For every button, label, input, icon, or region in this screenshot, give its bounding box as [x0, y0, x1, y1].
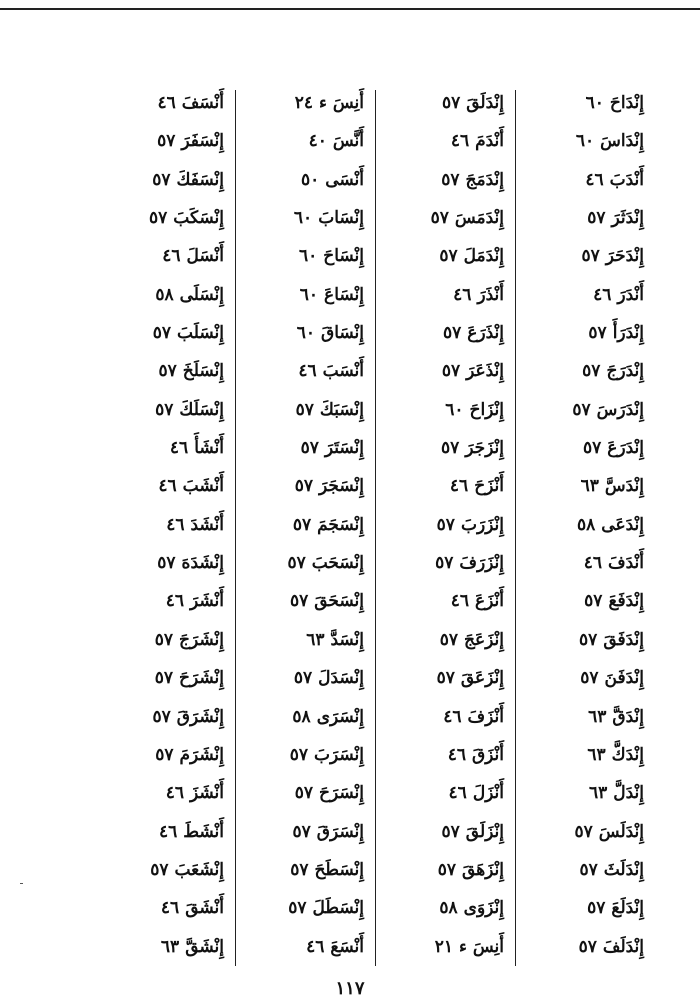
entry-page-ref: ٤٦ [447, 744, 466, 765]
entry-word: إِنْسَرَى [316, 706, 364, 727]
index-entry [516, 467, 656, 505]
entry-word: إِنْدَسَّ [604, 476, 644, 497]
index-entry [516, 813, 656, 851]
entry-page-ref: ٥٧ [154, 629, 174, 650]
entry-word: إِنْسَبَكَ [319, 399, 364, 420]
index-entry [96, 429, 236, 467]
index-entry [376, 352, 516, 390]
index-column-1 [516, 84, 656, 966]
entry-page-ref: ٤٦ [448, 783, 467, 804]
index-entry [236, 237, 376, 275]
entry-page-ref: ٥٧ [579, 629, 598, 650]
entry-word: إِنْسَلَخَ [182, 361, 224, 382]
index-entry [96, 774, 236, 812]
index-entry [376, 582, 516, 620]
entry-page-ref: ٦٣ [587, 744, 606, 765]
entry-page-ref: ٥٧ [582, 361, 601, 382]
entry-page-ref: ٥٧ [443, 323, 462, 344]
index-entry [96, 736, 236, 774]
index-column-4 [96, 84, 236, 966]
entry-word: أَنْشَطَ [183, 821, 224, 842]
entry-word: أَنْدَبَ [609, 169, 644, 190]
entry-word: أَنْسَى [325, 169, 364, 190]
index-entry [236, 122, 376, 160]
entry-page-ref: ٥٨ [577, 514, 596, 535]
entry-page-ref: ٤٦ [157, 93, 176, 113]
entry-word: إِنْسَرَبَ [313, 744, 364, 765]
index-entry [236, 84, 376, 122]
entry-page-ref: ٥٧ [292, 514, 312, 535]
entry-page-ref: ٥٨ [439, 898, 458, 919]
entry-word: إِنْشَعَبَ [174, 859, 224, 880]
index-entry [236, 506, 376, 544]
entry-page-ref: ٥٧ [439, 246, 458, 267]
index-entry [236, 429, 376, 467]
entry-word: إِنْدَحَرَ [605, 246, 644, 267]
entry-word: إِنْسَدَّ [330, 629, 364, 650]
entry-page-ref: ٥٧ [579, 859, 598, 880]
entry-page-ref: ٥٧ [154, 668, 174, 689]
index-entry [96, 851, 236, 889]
entry-page-ref: ٦٣ [580, 476, 599, 497]
scan-speck [20, 883, 23, 884]
index-entry [376, 391, 516, 429]
entry-word: إِنْشَقَّ [185, 936, 224, 957]
index-entry [376, 736, 516, 774]
entry-page-ref: ٥٧ [290, 859, 309, 880]
index-entry [236, 774, 376, 812]
index-entry [96, 659, 236, 697]
entry-page-ref: ٦٠ [575, 131, 595, 152]
entry-page-ref: ٥٧ [435, 553, 454, 574]
index-entry [96, 199, 236, 237]
index-table [96, 84, 656, 966]
index-entry [376, 813, 516, 851]
index-entry [96, 314, 236, 352]
index-entry [376, 774, 516, 812]
index-entry [516, 659, 656, 697]
entry-word: أَنْذَرَ [477, 284, 504, 305]
entry-word: إِنْشَرَمَ [179, 744, 224, 765]
index-entry [236, 352, 376, 390]
index-entry [376, 851, 516, 889]
entry-page-ref: ٥٧ [580, 668, 599, 689]
entry-word: إِنْزَعَقَ [460, 668, 504, 689]
index-entry [516, 276, 656, 314]
entry-word: إِنْسَكَبَ [173, 208, 224, 229]
entry-word: إِنْذَرَعَ [467, 323, 504, 344]
entry-word: إِنْدَرَعَ [607, 438, 644, 459]
index-entry [96, 84, 236, 122]
entry-page-ref: ٥٨ [292, 706, 311, 727]
entry-page-ref: ٤٠ [308, 131, 327, 152]
entry-word: إِنْشَدَهَ [181, 553, 224, 574]
entry-word: أَنْزَحَ [474, 476, 504, 497]
index-entry [516, 736, 656, 774]
entry-page-ref: ٤٦ [158, 476, 177, 497]
entry-page-ref: ٥٧ [157, 131, 176, 152]
entry-word: إِنْدَمَلَ [463, 246, 504, 267]
entry-word: إِنْدَلَسَ [598, 821, 644, 842]
index-entry [96, 276, 236, 314]
entry-page-ref: ٥٧ [584, 591, 603, 612]
entry-page-ref: ٥٧ [149, 208, 168, 229]
index-entry [516, 582, 656, 620]
index-entry [96, 506, 236, 544]
entry-word: أَنْشَبَ [182, 476, 224, 497]
entry-page-ref: ٥٧ [437, 859, 457, 880]
entry-word: إِنْزَلَقَ [465, 821, 504, 842]
entry-word: إِنْزَعَجَ [464, 629, 504, 650]
entry-word: إِنْدَفَعَ [608, 591, 644, 612]
entry-word: أَنِسَ ء [458, 936, 504, 957]
entry-page-ref: ٥٧ [441, 438, 460, 459]
index-entry [236, 582, 376, 620]
entry-word: إِنْدَلَّ [613, 783, 644, 804]
entry-word: إِنْسَحَبَ [311, 553, 364, 574]
index-entry [96, 621, 236, 659]
entry-page-ref: ٥٧ [150, 859, 169, 880]
entry-word: إِنْسَجَرَ [319, 476, 364, 497]
entry-word: إِنْشَرَحَ [179, 668, 224, 689]
entry-word: أَنْدَفَ [607, 553, 644, 574]
index-entry [236, 928, 376, 966]
entry-word: إِنْدَاحَ [609, 93, 644, 113]
entry-word: إِنْسَلَكَ [179, 399, 224, 420]
index-entry [96, 352, 236, 390]
index-entry [516, 506, 656, 544]
index-entry [516, 122, 656, 160]
entry-word: أَنْسَبَ [322, 361, 364, 382]
index-entry [516, 314, 656, 352]
index-entry [376, 659, 516, 697]
entry-word: أَنْدَمَ [475, 131, 504, 152]
entry-word: إِنْدَقَّ [612, 706, 644, 727]
entry-word: إِنْدَلَعَ [611, 898, 644, 919]
entry-page-ref: ٥٧ [152, 706, 171, 727]
entry-word: إِنْسَطَحَ [314, 859, 364, 880]
entry-page-ref: ٤٦ [165, 591, 184, 612]
entry-page-ref: ٦٠ [296, 323, 315, 344]
entry-word: إِنْسَلَبَ [177, 323, 224, 344]
entry-page-ref: ٥٧ [436, 514, 455, 535]
entry-page-ref: ٥٧ [441, 93, 461, 113]
index-entry [236, 314, 376, 352]
entry-page-ref: ٥٧ [574, 821, 593, 842]
index-entry [516, 352, 656, 390]
index-entry [376, 161, 516, 199]
entry-word: إِنْسَاعَ [324, 284, 364, 305]
entry-page-ref: ٥٨ [155, 284, 174, 305]
index-column-3 [236, 84, 376, 966]
entry-page-ref: ٥٧ [441, 361, 461, 382]
index-entry [96, 813, 236, 851]
entry-page-ref: ٥٧ [300, 438, 319, 459]
entry-word: إِنْدَثَرَ [611, 208, 644, 229]
entry-page-ref: ٦٠ [299, 284, 319, 305]
index-entry [376, 122, 516, 160]
entry-page-ref: ٤٦ [298, 361, 317, 382]
entry-word: إِنْسَطَلَ [312, 898, 364, 919]
index-entry [96, 391, 236, 429]
entry-word: أَنْزَقَ [471, 744, 504, 765]
index-entry [516, 237, 656, 275]
entry-page-ref: ٤٦ [306, 936, 325, 957]
entry-word: إِنْسَدَلَ [318, 668, 364, 689]
entry-page-ref: ٥٧ [439, 629, 459, 650]
entry-page-ref: ٤٦ [158, 821, 178, 842]
index-entry [516, 851, 656, 889]
entry-word: إِنْسَفَكَ [176, 169, 224, 190]
entry-word: إِنْسَحَقَ [314, 591, 364, 612]
index-entry [236, 851, 376, 889]
index-entry [236, 467, 376, 505]
entry-page-ref: ٤٦ [583, 553, 602, 574]
index-entry [376, 506, 516, 544]
index-entry [376, 621, 516, 659]
entry-page-ref: ٥٧ [155, 744, 174, 765]
index-entry [236, 199, 376, 237]
index-entry [516, 889, 656, 927]
entry-page-ref: ٥٧ [441, 821, 460, 842]
entry-page-ref: ٦٠ [298, 246, 318, 267]
entry-page-ref: ٢١ [434, 936, 453, 957]
entry-page-ref: ٥٠ [300, 169, 320, 190]
entry-word: إِنْدَعَى [601, 514, 644, 535]
entry-page-ref: ٥٧ [294, 476, 314, 497]
entry-word: إِنْدَلَقَ [466, 93, 504, 113]
top-rule [0, 8, 700, 10]
entry-word: أَنْزَعَ [475, 591, 504, 612]
entry-word: إِنْدَلَثَ [603, 859, 644, 880]
entry-word: أَنْشَدَ [190, 514, 224, 535]
index-column-2 [376, 84, 516, 966]
entry-word: إِنْذَعَرَ [466, 361, 504, 382]
entry-page-ref: ٥٧ [292, 821, 311, 842]
entry-page-ref: ٥٧ [157, 553, 176, 574]
entry-page-ref: ٦٣ [588, 706, 607, 727]
index-entry [96, 889, 236, 927]
entry-word: أَنْسَلَ [186, 246, 224, 267]
entry-page-ref: ٥٧ [572, 399, 591, 420]
entry-page-ref: ٦٣ [160, 936, 180, 957]
index-entry [516, 391, 656, 429]
entry-word: إِنْسَاحَ [323, 246, 364, 267]
entry-word: إِنْدَرَجَ [606, 361, 644, 382]
index-entry [516, 161, 656, 199]
entry-page-ref: ٦٠ [585, 93, 604, 113]
entry-word: إِنْسَابَ [318, 208, 364, 229]
entry-page-ref: ٥٧ [295, 399, 314, 420]
entry-page-ref: ٥٧ [152, 169, 171, 190]
index-entry [96, 467, 236, 505]
entry-word: أَنْزَلَ [472, 783, 504, 804]
entry-word: إِنْسَتَرَ [324, 438, 364, 459]
entry-word: إِنْدَفَنَ [604, 668, 644, 689]
entry-word: إِنْدَكَّ [611, 744, 644, 765]
entry-word: أَنَّسَ [332, 131, 364, 152]
page-number: ١١٧ [335, 978, 365, 999]
entry-word: أَنْدَرَ [617, 284, 644, 305]
entry-page-ref: ٤٦ [160, 898, 180, 919]
index-entry [516, 199, 656, 237]
entry-page-ref: ٦٣ [589, 783, 608, 804]
entry-page-ref: ٦٠ [445, 399, 464, 420]
entry-page-ref: ٥٧ [288, 898, 307, 919]
index-entry [376, 544, 516, 582]
entry-page-ref: ٥٧ [430, 208, 449, 229]
index-entry [516, 774, 656, 812]
entry-page-ref: ٥٧ [581, 246, 600, 267]
entry-page-ref: ٥٧ [289, 744, 308, 765]
index-entry [516, 928, 656, 966]
entry-page-ref: ٤٦ [449, 476, 469, 497]
entry-word: إِنْدَاسَ [600, 131, 644, 152]
index-entry [236, 621, 376, 659]
index-entry [96, 237, 236, 275]
index-entry [376, 429, 516, 467]
entry-word: إِنْسَفَرَ [181, 131, 224, 152]
index-entry [376, 276, 516, 314]
index-entry [236, 736, 376, 774]
index-entry [96, 122, 236, 160]
entry-word: إِنْدَرَأَ [612, 323, 644, 344]
entry-page-ref: ٦٠ [293, 208, 313, 229]
entry-page-ref: ٥٧ [441, 169, 460, 190]
entry-word: إِنْزَجَرَ [465, 438, 504, 459]
index-entry [516, 544, 656, 582]
entry-word: أَنْشَقَ [185, 898, 224, 919]
entry-page-ref: ٦٣ [306, 629, 325, 650]
index-entry [516, 621, 656, 659]
entry-word: إِنْزَرَفَ [459, 553, 504, 574]
entry-word: إِنْدَلَفَ [602, 936, 644, 957]
entry-page-ref: ٢٤ [294, 93, 313, 113]
entry-page-ref: ٤٦ [169, 438, 189, 459]
index-entry [236, 544, 376, 582]
entry-word: إِنْدَفَقَ [603, 629, 644, 650]
index-entry [376, 84, 516, 122]
index-entry [376, 314, 516, 352]
index-entry [516, 698, 656, 736]
index-entry [376, 889, 516, 927]
entry-word: إِنْزَاحَ [469, 399, 504, 420]
entry-word: إِنْسَجَمَ [317, 514, 364, 535]
entry-page-ref: ٥٧ [155, 399, 174, 420]
index-entry [236, 698, 376, 736]
entry-word: إِنْدَمَسَ [454, 208, 504, 229]
entry-word: أَنْشَرَ [190, 591, 224, 612]
entry-page-ref: ٥٧ [152, 323, 172, 344]
entry-page-ref: ٥٧ [294, 783, 314, 804]
entry-page-ref: ٤٦ [450, 591, 470, 612]
index-entry [96, 582, 236, 620]
entry-word: إِنْسَرَقَ [316, 821, 364, 842]
entry-word: إِنْسَلَى [179, 284, 224, 305]
entry-word: إِنْسَاقَ [321, 323, 364, 344]
entry-page-ref: ٥٧ [436, 668, 455, 689]
entry-page-ref: ٤٦ [585, 169, 604, 190]
entry-page-ref: ٥٧ [287, 553, 306, 574]
entry-word: إِنْسَرَحَ [319, 783, 364, 804]
index-entry [96, 698, 236, 736]
entry-word: إِنْزَوَى [463, 898, 504, 919]
index-entry [236, 889, 376, 927]
index-entry [376, 467, 516, 505]
index-entry [376, 199, 516, 237]
entry-page-ref: ٤٦ [443, 706, 462, 727]
index-entry [236, 276, 376, 314]
entry-page-ref: ٥٧ [588, 323, 607, 344]
index-entry [516, 84, 656, 122]
entry-page-ref: ٥٧ [583, 438, 602, 459]
entry-page-ref: ٥٧ [289, 591, 309, 612]
entry-word: إِنْشَرَقَ [176, 706, 224, 727]
entry-page-ref: ٥٧ [158, 361, 177, 382]
index-entry [236, 161, 376, 199]
index-entry [96, 544, 236, 582]
index-entry [376, 237, 516, 275]
index-entry [516, 429, 656, 467]
entry-page-ref: ٤٦ [453, 284, 472, 305]
entry-word: أَنِسَ ء [318, 93, 364, 113]
entry-page-ref: ٤٦ [165, 783, 184, 804]
entry-word: إِنْدَمَجَ [465, 169, 504, 190]
entry-page-ref: ٥٧ [587, 898, 606, 919]
entry-page-ref: ٥٧ [578, 936, 597, 957]
entry-word: إِنْدَرَسَ [596, 399, 644, 420]
entry-word: أَنْسَفَ [181, 93, 224, 113]
entry-page-ref: ٤٦ [593, 284, 612, 305]
index-entry [376, 698, 516, 736]
entry-word: إِنْشَرَجَ [179, 629, 224, 650]
entry-word: إِنْزَرَبَ [460, 514, 504, 535]
entry-word: أَنْشَأَ [194, 438, 224, 459]
index-entry [236, 391, 376, 429]
entry-page-ref: ٥٧ [587, 208, 606, 229]
entry-word: أَنْسَعَ [330, 936, 364, 957]
index-entry [96, 928, 236, 966]
index-entry [96, 161, 236, 199]
entry-page-ref: ٥٧ [293, 668, 313, 689]
entry-page-ref: ٤٦ [162, 246, 181, 267]
index-entry [376, 928, 516, 966]
entry-page-ref: ٤٦ [166, 514, 185, 535]
entry-word: أَنْزَفَ [467, 706, 504, 727]
entry-word: أَنْشَزَ [190, 783, 224, 804]
index-entry [236, 813, 376, 851]
entry-word: إِنْزَهَقَ [462, 859, 504, 880]
entry-page-ref: ٤٦ [450, 131, 470, 152]
index-entry [236, 659, 376, 697]
